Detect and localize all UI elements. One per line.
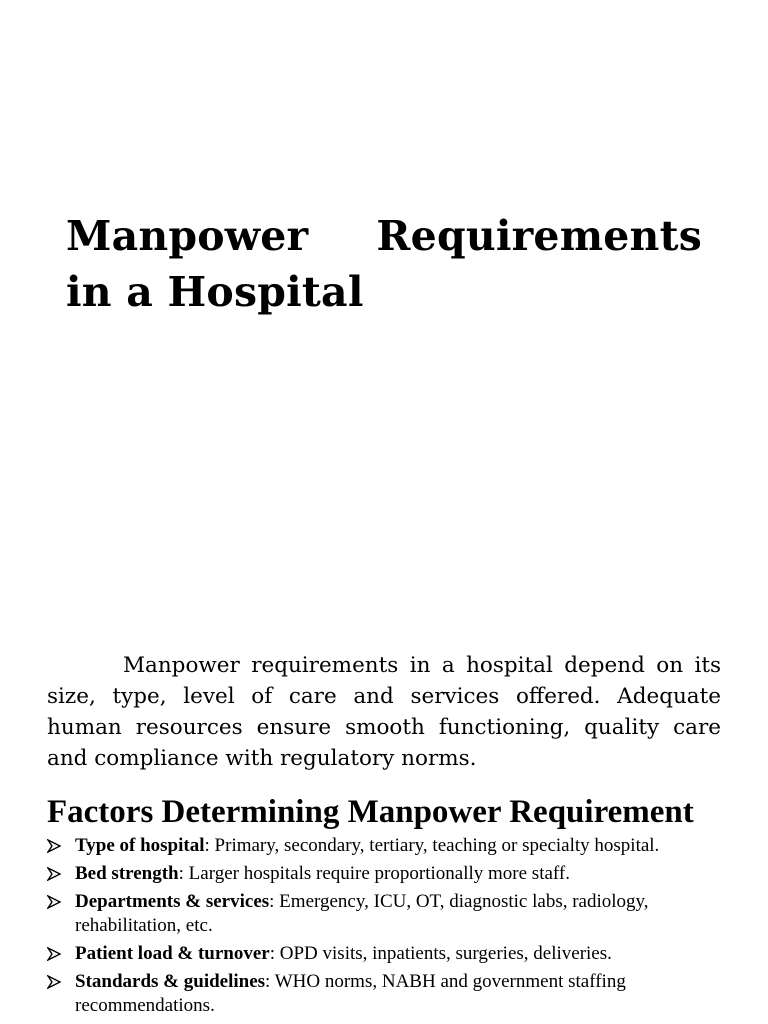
factor-description: : Primary, secondary, tertiary, teaching or specialty hospital.	[204, 835, 660, 856]
list-item	[47, 834, 727, 858]
section-heading: Factors Determining Manpower Requirement	[47, 794, 694, 830]
list-item	[47, 970, 727, 1018]
document-title: Manpower Requirements in a Hospital	[66, 212, 702, 316]
factor-term: Bed strength	[75, 863, 179, 884]
arrowhead-bullet-icon	[47, 862, 63, 886]
factor-description: : Larger hospitals require proportionally more staff.	[178, 863, 570, 884]
factor-description: : WHO norms, NABH and government staffing recommendations.	[75, 971, 626, 1016]
factor-term: Departments & services	[75, 891, 270, 912]
factor-description: : OPD visits, inpatients, surgeries, deliveries.	[269, 943, 612, 964]
factor-term: Type of hospital	[75, 835, 205, 856]
intro-paragraph: Manpower requirements in a hospital depend on its size, type, level of care and services offered. Adequate human resources ensure smooth functioning, quality care and compliance with regulatory norms.	[47, 653, 721, 771]
list-item	[47, 942, 727, 966]
arrowhead-bullet-icon	[47, 942, 63, 966]
arrowhead-bullet-icon	[47, 970, 63, 994]
factor-term: Standards & guidelines	[75, 971, 266, 992]
list-item	[47, 890, 727, 938]
arrowhead-bullet-icon	[47, 834, 63, 858]
factor-description: : Emergency, ICU, OT, diagnostic labs, radiology, rehabilitation, etc.	[75, 891, 649, 936]
factor-term: Patient load & turnover	[75, 943, 270, 964]
list-item	[47, 862, 727, 886]
arrowhead-bullet-icon	[47, 890, 63, 914]
factors-list	[47, 834, 727, 1022]
